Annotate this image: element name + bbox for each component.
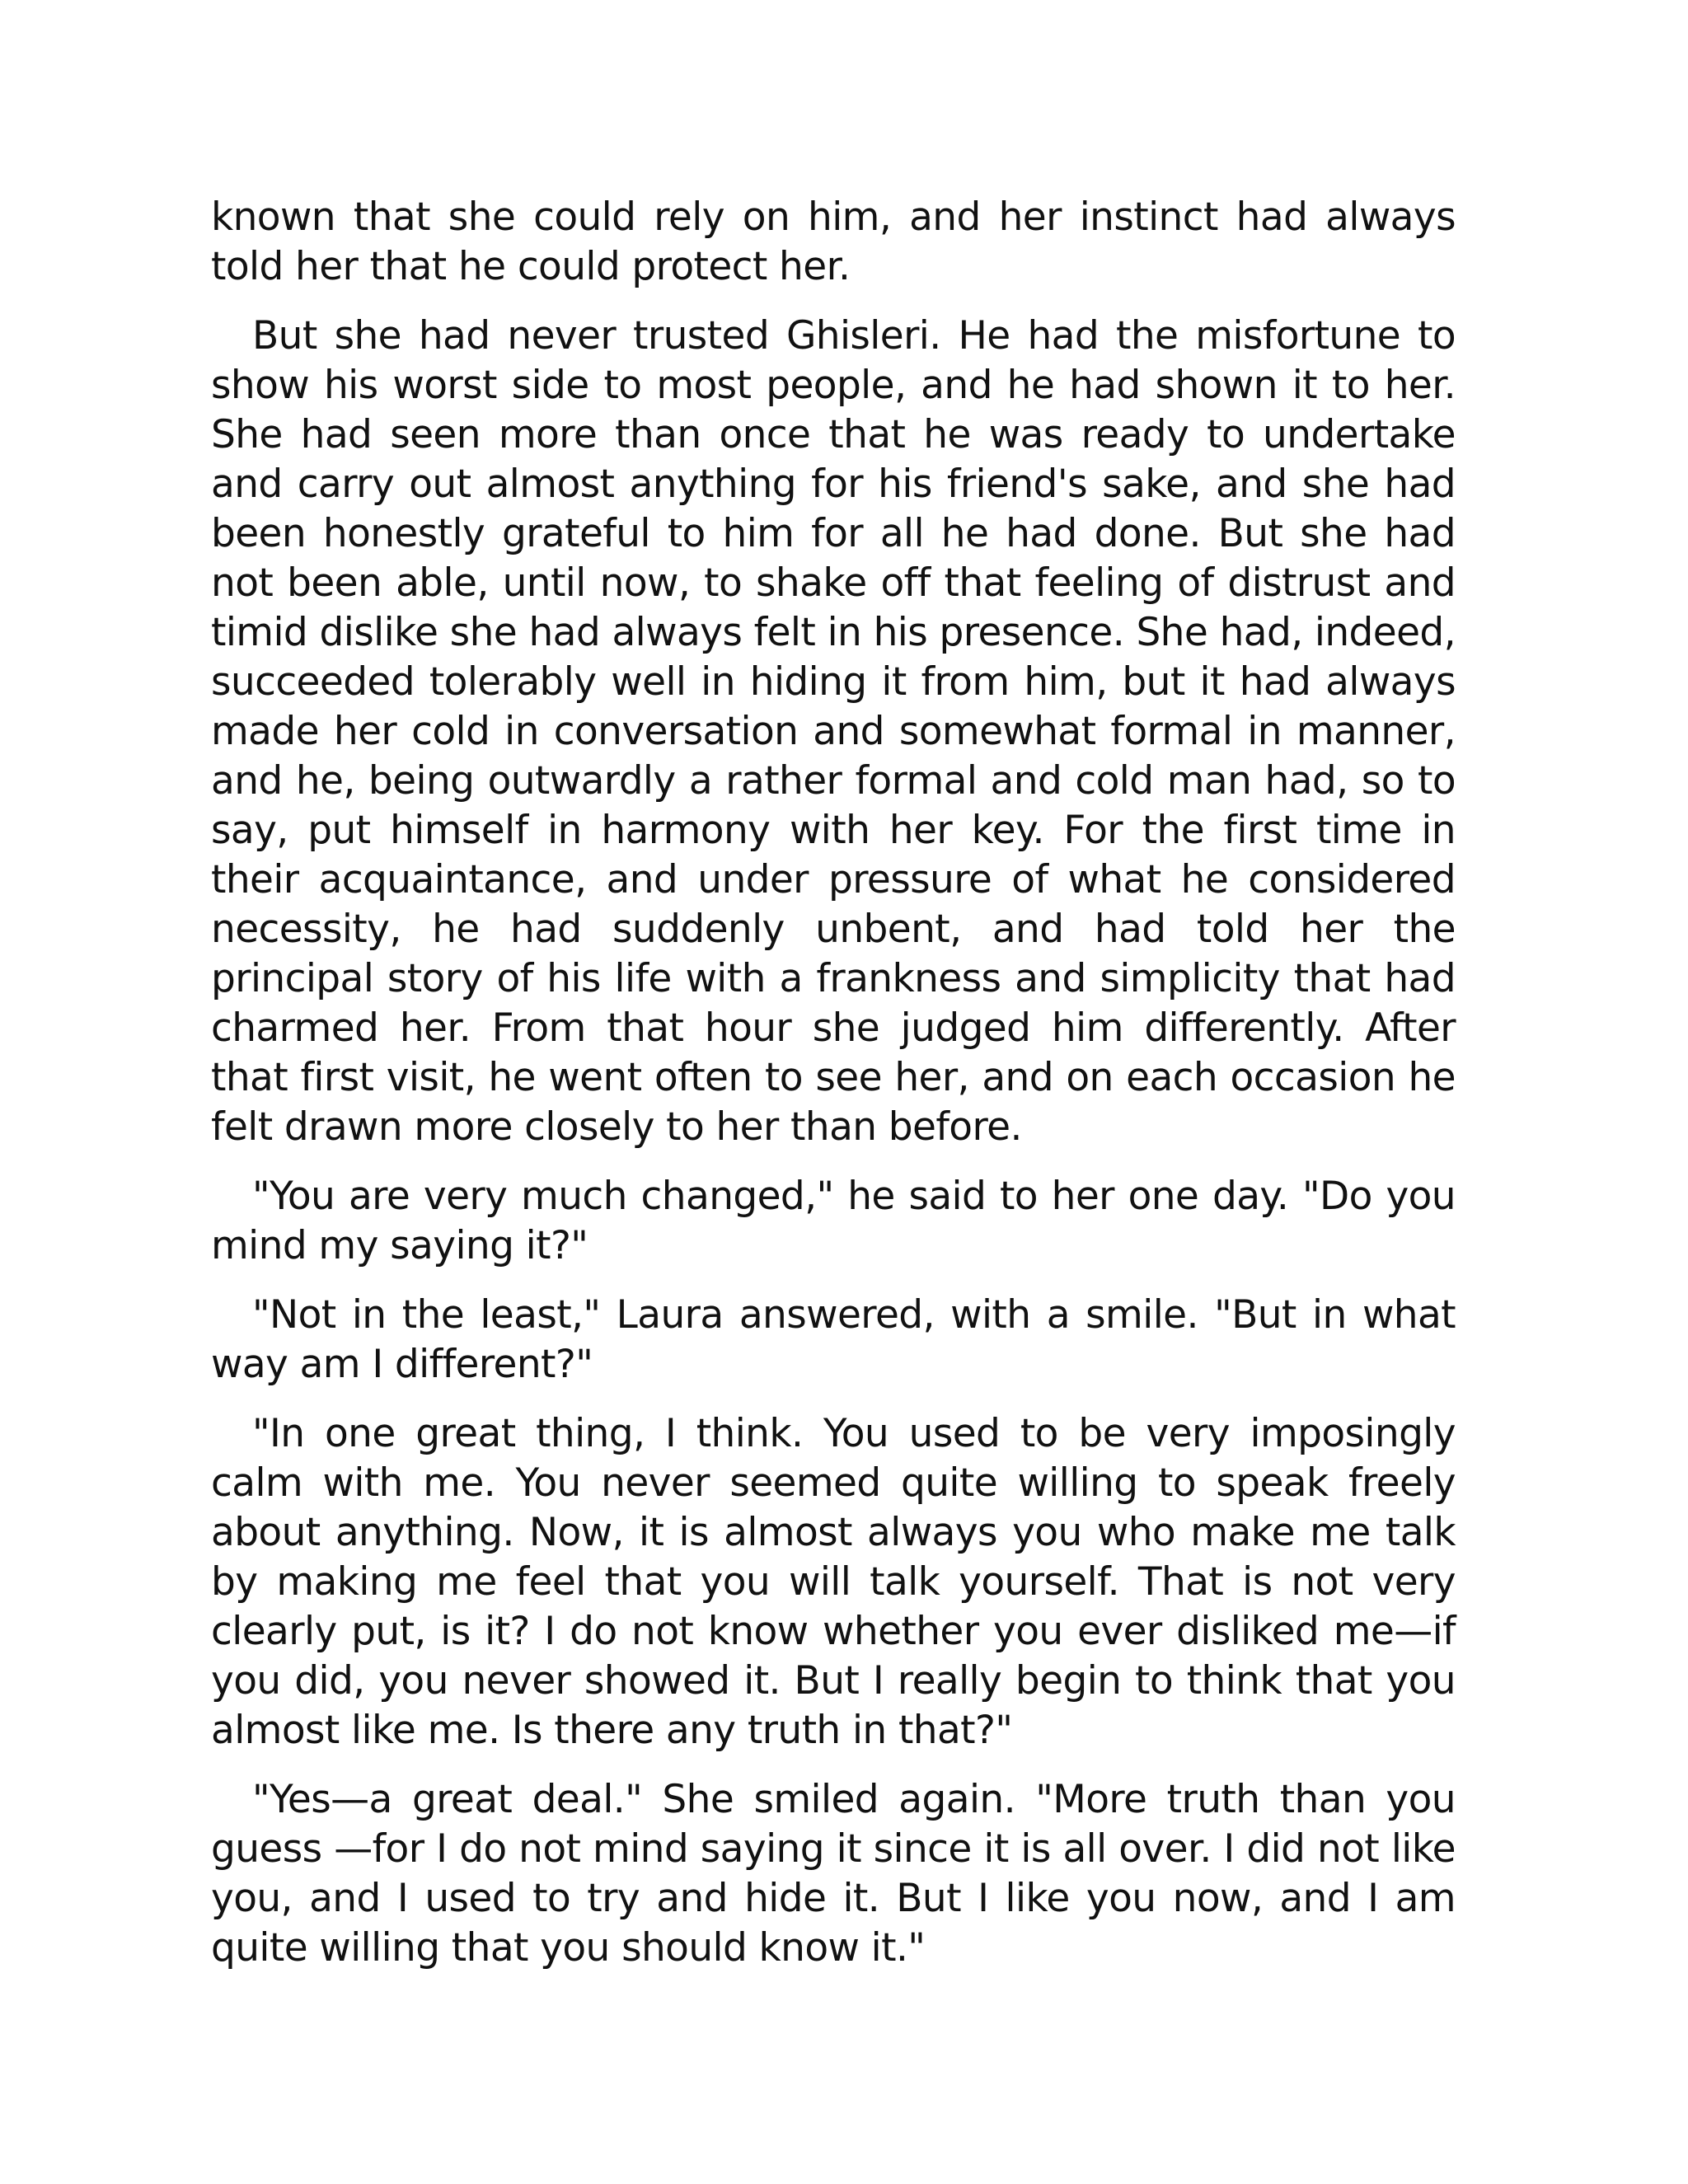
document-page	[211, 193, 1456, 1993]
paragraph-2: But she had never trusted Ghisleri. He had the misfortune to show his worst side to most people, and he had shown it to her. She had seen more than once that he was ready to undertake and carry out almost anything for his friend's sake, and she had been honestly grateful to him for all he had done. But she had not been able, until now, to shake off that feeling of distrust and timid dislike she had always felt in his presence. She had, indeed, succeeded tolerably well in hiding it from him, but it had always made her cold in conversation and somewhat formal in manner, and he, being outwardly a rather formal and cold man had, so to say, put himself in harmony with her key. For the first time in their acquaintance, and under pressure of what he considered necessity, he had suddenly unbent, and had told her the principal story of his life with a frankness and simplicity that had charmed her. From that hour she judged him differently. After that first visit, he went often to see her, and on each occasion he felt drawn more closely to her than before.	[211, 313, 1456, 1150]
paragraph-6: "Yes—a great deal." She smiled again. "More truth than you guess —for I do not mind saying it since it is all over. I did not like you, and I used to try and hide it. But I like you now, and I am quite willing that you should know it."	[211, 1777, 1456, 1971]
paragraph-3: "You are very much changed," he said to her one day. "Do you mind my saying it?"	[211, 1174, 1456, 1268]
paragraph-1: known that she could rely on him, and her instinct had always told her that he could protect her.	[211, 194, 1456, 289]
paragraph-5: "In one great thing, I think. You used to be very imposingly calm with me. You never seemed quite willing to speak freely about anything. Now, it is almost always you who make me talk by making me feel that you will talk yourself. That is not very clearly put, is it? I do not know whether you ever disliked me—if you did, you never showed it. But I really begin to think that you almost like me. Is there any truth in that?"	[211, 1411, 1456, 1753]
paragraph-4: "Not in the least," Laura answered, with a smile. "But in what way am I different?"	[211, 1292, 1456, 1387]
